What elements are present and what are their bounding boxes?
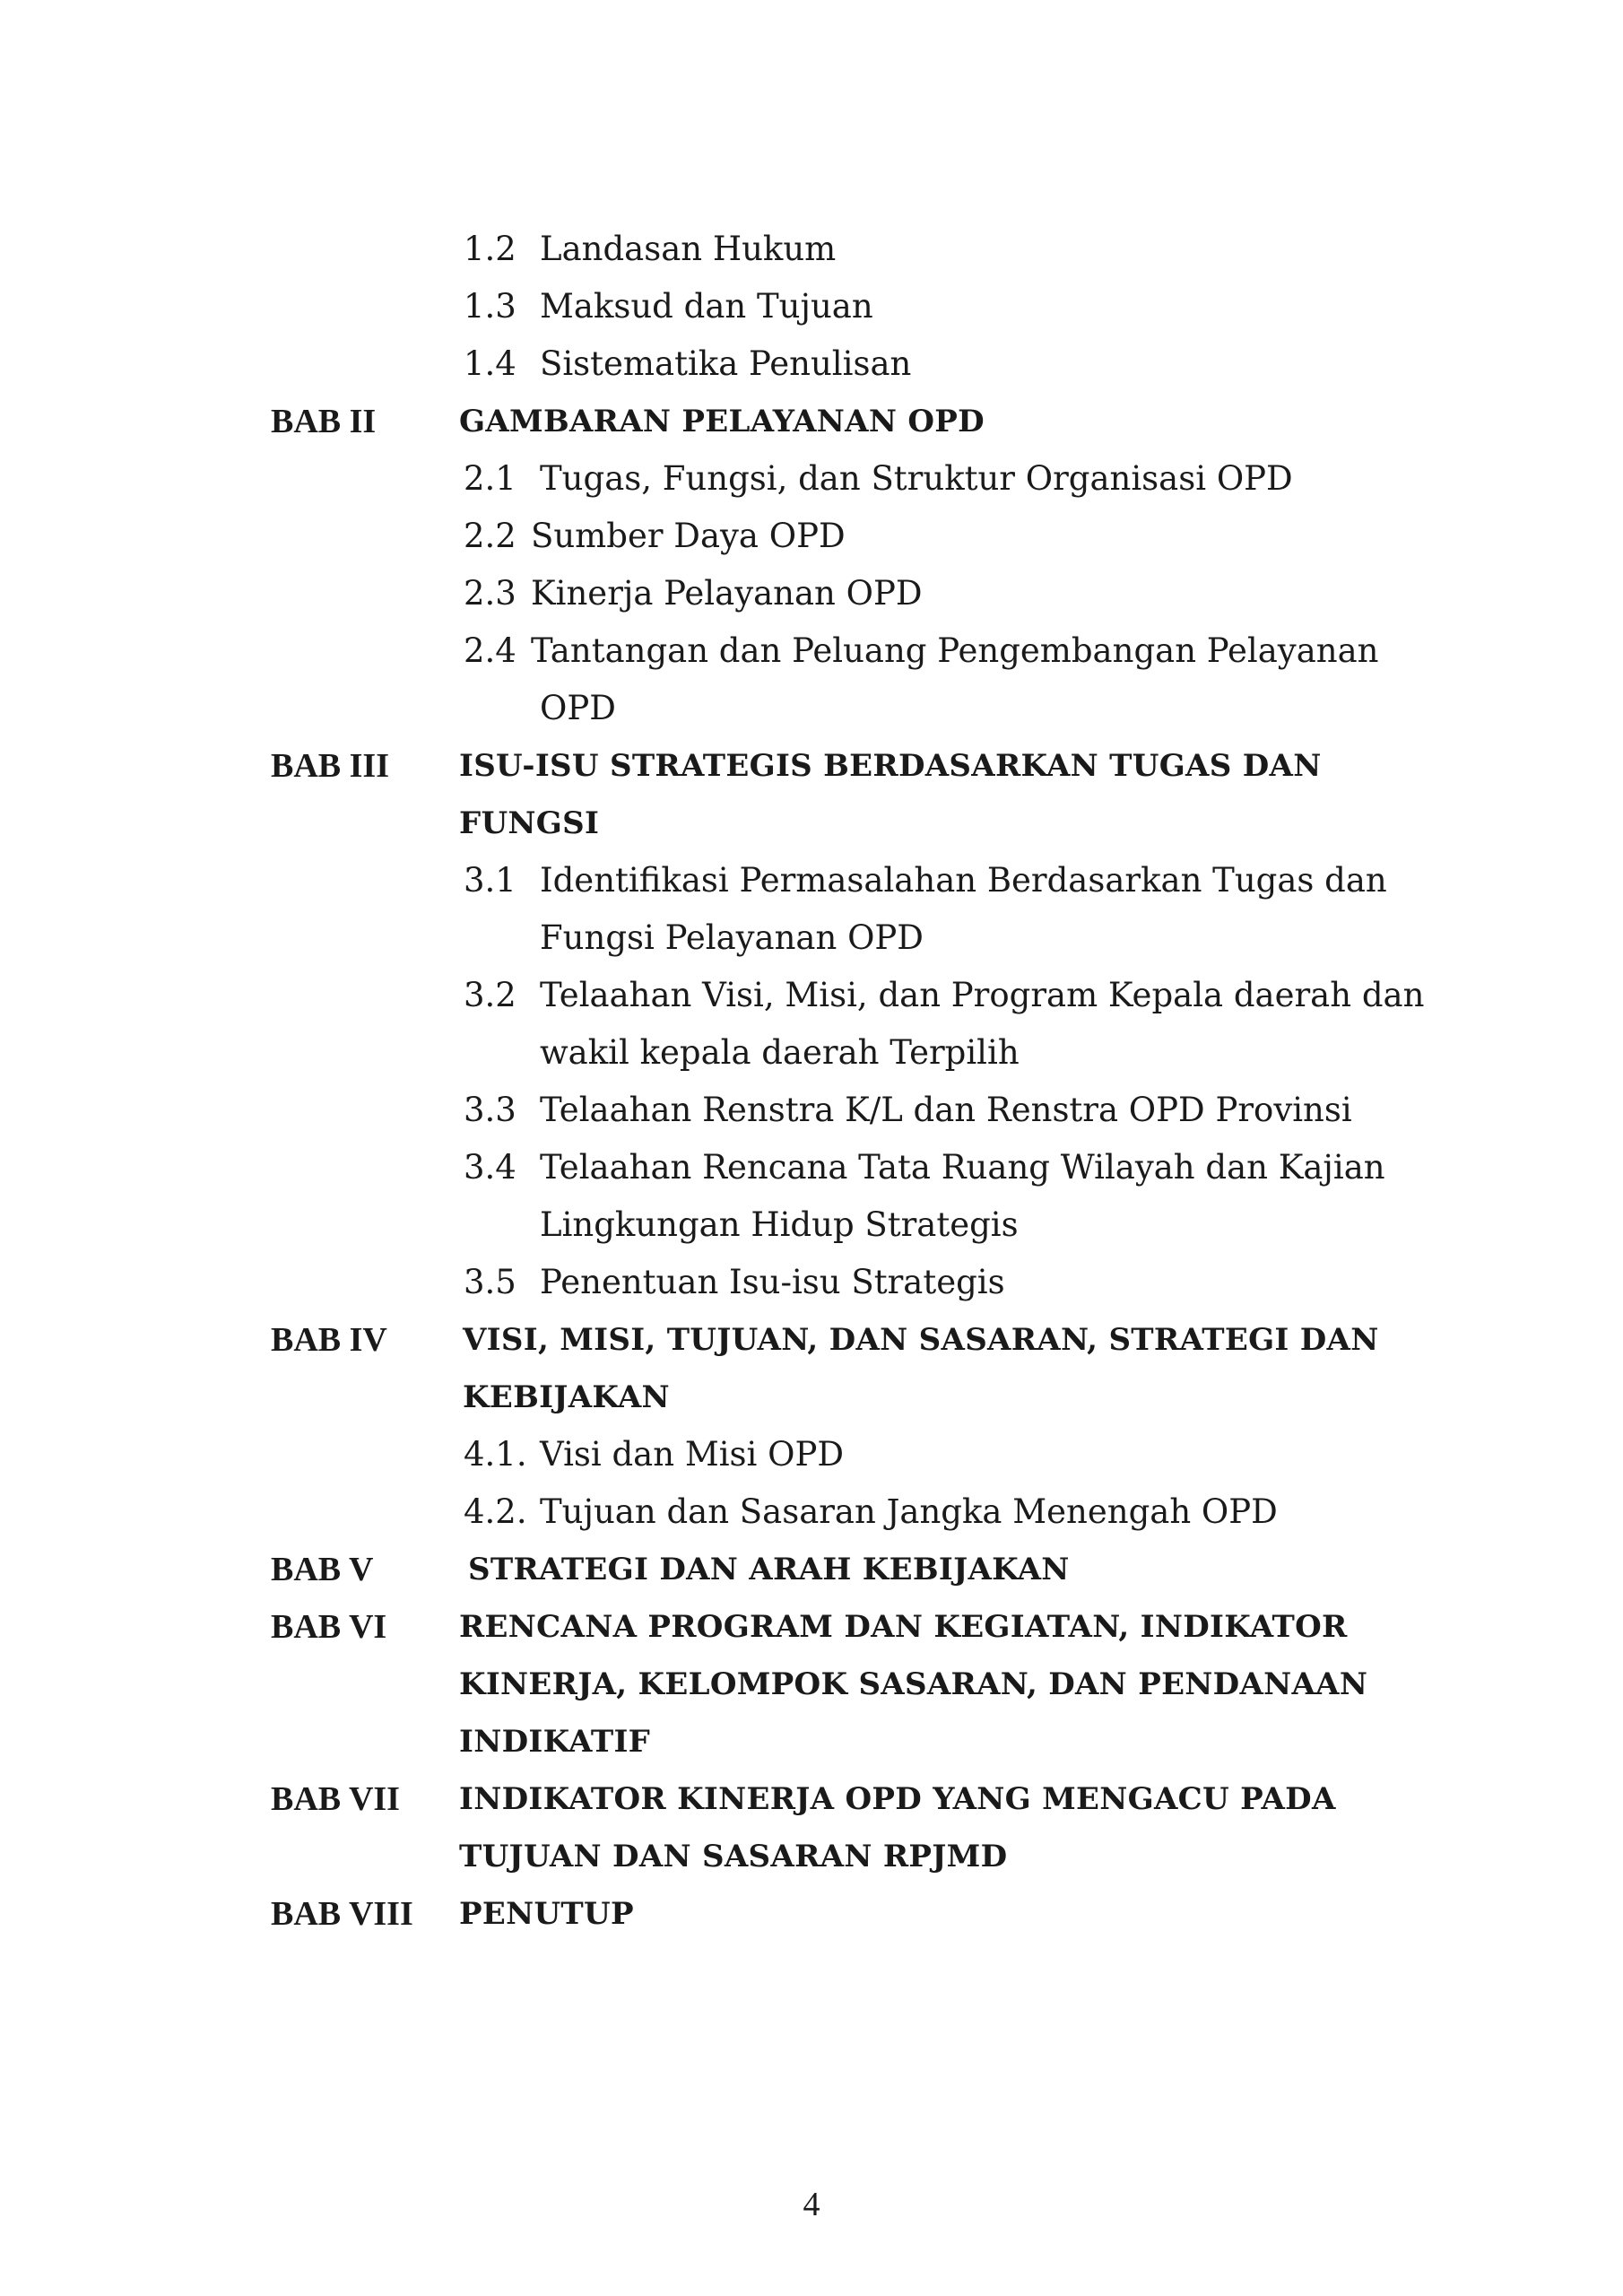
toc-entry-1-3 — [0, 278, 1623, 335]
section-title-continuation: Lingkungan Hidup Strategis — [540, 1205, 1019, 1244]
toc-entry-2-2 — [0, 508, 1623, 565]
section-number: 1.3 — [464, 287, 516, 326]
section-title: Kinerja Pelayanan OPD — [531, 574, 923, 613]
chapter-title: GAMBARAN PELAYANAN OPD — [459, 404, 985, 439]
chapter-label: BAB VI — [271, 1608, 387, 1646]
toc-entry-2-1 — [0, 450, 1623, 508]
section-title: Visi dan Misi OPD — [540, 1435, 845, 1474]
section-number: 3.3 — [464, 1091, 516, 1129]
chapter-title-continuation: KINERJA, KELOMPOK SASARAN, DAN PENDANAAN — [459, 1666, 1368, 1702]
toc-entry-4-1 — [0, 1426, 1623, 1483]
toc-entry-1-2 — [0, 221, 1623, 278]
chapter-title: INDIKATOR KINERJA OPD YANG MENGACU PADA — [459, 1781, 1336, 1817]
toc-chapter-7-cont — [0, 1828, 1623, 1885]
section-number: 3.2 — [464, 976, 516, 1014]
section-title-continuation: wakil kepala daerah Terpilih — [540, 1033, 1020, 1072]
section-title: Maksud dan Tujuan — [540, 287, 873, 326]
toc-chapter-6 — [0, 1598, 1623, 1656]
toc-entry-1-4 — [0, 335, 1623, 393]
toc-entry-3-4 — [0, 1139, 1623, 1196]
toc-chapter-3-cont — [0, 795, 1623, 852]
toc-entry-2-4-cont — [0, 680, 1623, 737]
chapter-label: BAB IV — [271, 1321, 387, 1359]
toc-entry-3-2 — [0, 967, 1623, 1024]
toc-entry-3-1-cont — [0, 909, 1623, 967]
section-number: 1.2 — [464, 230, 516, 268]
toc-chapter-3 — [0, 737, 1623, 795]
toc-entry-2-4 — [0, 622, 1623, 680]
toc-chapter-4-cont — [0, 1369, 1623, 1426]
section-title: Tantangan dan Peluang Pengembangan Pelayanan — [531, 631, 1379, 670]
toc-chapter-7 — [0, 1770, 1623, 1828]
chapter-label: BAB VII — [271, 1780, 400, 1818]
toc-entry-2-3 — [0, 565, 1623, 622]
section-number: 2.2 — [464, 517, 516, 555]
chapter-title: ISU-ISU STRATEGIS BERDASARKAN TUGAS DAN — [459, 748, 1322, 784]
section-title: Penentuan Isu-isu Strategis — [540, 1263, 1005, 1301]
chapter-label: BAB V — [271, 1551, 374, 1588]
section-title: Identifikasi Permasalahan Berdasarkan Tugas dan — [540, 861, 1387, 900]
toc-chapter-2 — [0, 393, 1623, 450]
section-number: 4.2. — [464, 1492, 527, 1531]
chapter-label: BAB III — [271, 747, 389, 785]
section-title-continuation: OPD — [540, 689, 616, 727]
section-title: Telaahan Rencana Tata Ruang Wilayah dan Kajian — [540, 1148, 1385, 1187]
section-number: 3.5 — [464, 1263, 516, 1301]
chapter-label: BAB VIII — [271, 1895, 413, 1933]
toc-entry-3-3 — [0, 1082, 1623, 1139]
chapter-title-continuation: KEBIJAKAN — [463, 1379, 670, 1415]
toc-entry-3-2-cont — [0, 1024, 1623, 1082]
chapter-title-continuation: INDIKATIF — [459, 1724, 651, 1760]
section-title: Telaahan Visi, Misi, dan Program Kepala daerah dan — [540, 976, 1425, 1014]
section-title: Sistematika Penulisan — [540, 344, 912, 383]
chapter-title: STRATEGI DAN ARAH KEBIJAKAN — [468, 1552, 1070, 1587]
section-title: Landasan Hukum — [540, 230, 837, 268]
section-number: 2.4 — [464, 631, 516, 670]
section-title-continuation: Fungsi Pelayanan OPD — [540, 918, 924, 957]
toc-entry-4-2 — [0, 1483, 1623, 1541]
section-title: Sumber Daya OPD — [531, 517, 846, 555]
chapter-title: VISI, MISI, TUJUAN, DAN SASARAN, STRATEGI DAN — [463, 1322, 1379, 1358]
chapter-title: RENCANA PROGRAM DAN KEGIATAN, INDIKATOR — [459, 1609, 1348, 1645]
toc-entry-3-4-cont — [0, 1196, 1623, 1254]
chapter-title-continuation: TUJUAN DAN SASARAN RPJMD — [459, 1839, 1008, 1874]
section-number: 2.3 — [464, 574, 516, 613]
chapter-label: BAB II — [271, 403, 377, 440]
chapter-title-continuation: FUNGSI — [459, 805, 600, 841]
section-title: Tugas, Fungsi, dan Struktur Organisasi OPD — [540, 459, 1293, 498]
section-title: Tujuan dan Sasaran Jangka Menengah OPD — [540, 1492, 1278, 1531]
section-number: 3.4 — [464, 1148, 516, 1187]
section-number: 3.1 — [464, 861, 516, 900]
toc-chapter-8 — [0, 1885, 1623, 1943]
section-title: Telaahan Renstra K/L dan Renstra OPD Provinsi — [540, 1091, 1352, 1129]
toc-chapter-6-cont — [0, 1656, 1623, 1713]
chapter-title: PENUTUP — [459, 1896, 634, 1932]
toc-entry-3-1 — [0, 852, 1623, 909]
toc-entry-3-5 — [0, 1254, 1623, 1311]
section-number: 1.4 — [464, 344, 516, 383]
toc-chapter-6-cont2 — [0, 1713, 1623, 1770]
section-number: 2.1 — [464, 459, 516, 498]
section-number: 4.1. — [464, 1435, 527, 1474]
toc-chapter-5 — [0, 1541, 1623, 1598]
page-number: 4 — [803, 2186, 820, 2223]
toc-chapter-4 — [0, 1311, 1623, 1369]
